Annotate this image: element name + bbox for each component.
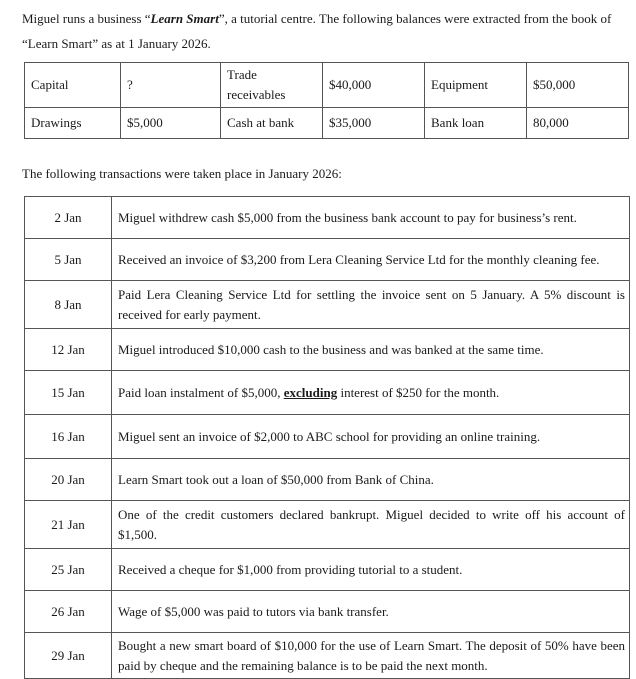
balance-row <box>25 108 629 139</box>
balance-label-cash-at-bank: Cash at bank <box>221 108 323 139</box>
intro-text-start: Miguel runs a business “ <box>22 11 151 26</box>
transaction-description: Received an invoice of $3,200 from Lera Cleaning Service Ltd for the monthly cleaning fee. <box>112 239 630 281</box>
transaction-date: 26 Jan <box>25 591 112 633</box>
transaction-row <box>25 501 630 549</box>
transaction-description: One of the credit customers declared bankrupt. Miguel decided to write off his account of $1,500. <box>112 501 630 549</box>
intro-paragraph <box>22 6 628 56</box>
transaction-description: Miguel withdrew cash $5,000 from the business bank account to pay for business’s rent. <box>112 197 630 239</box>
transaction-row <box>25 371 630 415</box>
transaction-date: 15 Jan <box>25 371 112 415</box>
transaction-row <box>25 329 630 371</box>
transaction-date: 12 Jan <box>25 329 112 371</box>
balance-row <box>25 63 629 108</box>
transaction-description: Paid Lera Cleaning Service Ltd for settling the invoice sent on 5 January. A 5% discount is received for early payment. <box>112 281 630 329</box>
balance-label-drawings: Drawings <box>25 108 121 139</box>
balance-label-equipment: Equipment <box>425 63 527 108</box>
transaction-row <box>25 239 630 281</box>
transaction-date: 5 Jan <box>25 239 112 281</box>
transaction-date: 8 Jan <box>25 281 112 329</box>
transaction-description <box>112 371 630 415</box>
transaction-row <box>25 591 630 633</box>
transaction-row <box>25 633 630 679</box>
balance-label-trade-receivables: Trade receivables <box>221 63 323 108</box>
transaction-description: Miguel sent an invoice of $2,000 to ABC school for providing an online training. <box>112 415 630 459</box>
transaction-text-after: interest of $250 for the month. <box>337 384 500 400</box>
balance-value-capital: ? <box>121 63 221 108</box>
balance-value-bank-loan: 80,000 <box>527 108 629 139</box>
transaction-date: 25 Jan <box>25 549 112 591</box>
transaction-date: 2 Jan <box>25 197 112 239</box>
balance-label-capital: Capital <box>25 63 121 108</box>
balance-value-cash-at-bank: $35,000 <box>323 108 425 139</box>
emphasis-excluding: excluding <box>283 384 338 400</box>
transaction-row <box>25 197 630 239</box>
transaction-row <box>25 459 630 501</box>
transaction-description: Wage of $5,000 was paid to tutors via bank transfer. <box>112 591 630 633</box>
transaction-description: Received a cheque for $1,000 from providing tutorial to a student. <box>112 549 630 591</box>
transaction-text-before: Paid loan instalment of $5,000, <box>118 384 284 400</box>
balance-value-trade-receivables: $40,000 <box>323 63 425 108</box>
transaction-date: 21 Jan <box>25 501 112 549</box>
balance-value-drawings: $5,000 <box>121 108 221 139</box>
transaction-row <box>25 281 630 329</box>
balance-label-bank-loan: Bank loan <box>425 108 527 139</box>
opening-balances-table <box>24 62 629 139</box>
transaction-description: Miguel introduced $10,000 cash to the business and was banked at the same time. <box>112 329 630 371</box>
transactions-heading: The following transactions were taken place in January 2026: <box>22 166 342 181</box>
business-name: Learn Smart <box>150 11 219 26</box>
transaction-row <box>25 415 630 459</box>
transaction-row <box>25 549 630 591</box>
transaction-date: 20 Jan <box>25 459 112 501</box>
transaction-description: Learn Smart took out a loan of $50,000 from Bank of China. <box>112 459 630 501</box>
balance-value-equipment: $50,000 <box>527 63 629 108</box>
transactions-table <box>24 196 630 679</box>
transaction-date: 29 Jan <box>25 633 112 679</box>
intro-text-end: ”, a tutorial centre. The following balances were extracted from the book of “Learn Smart” as at 1 January 2026. <box>22 11 612 51</box>
transaction-description: Bought a new smart board of $10,000 for the use of Learn Smart. The deposit of 50% have been paid by cheque and the remaining balance is to be paid the next month. <box>112 633 630 679</box>
transaction-date: 16 Jan <box>25 415 112 459</box>
